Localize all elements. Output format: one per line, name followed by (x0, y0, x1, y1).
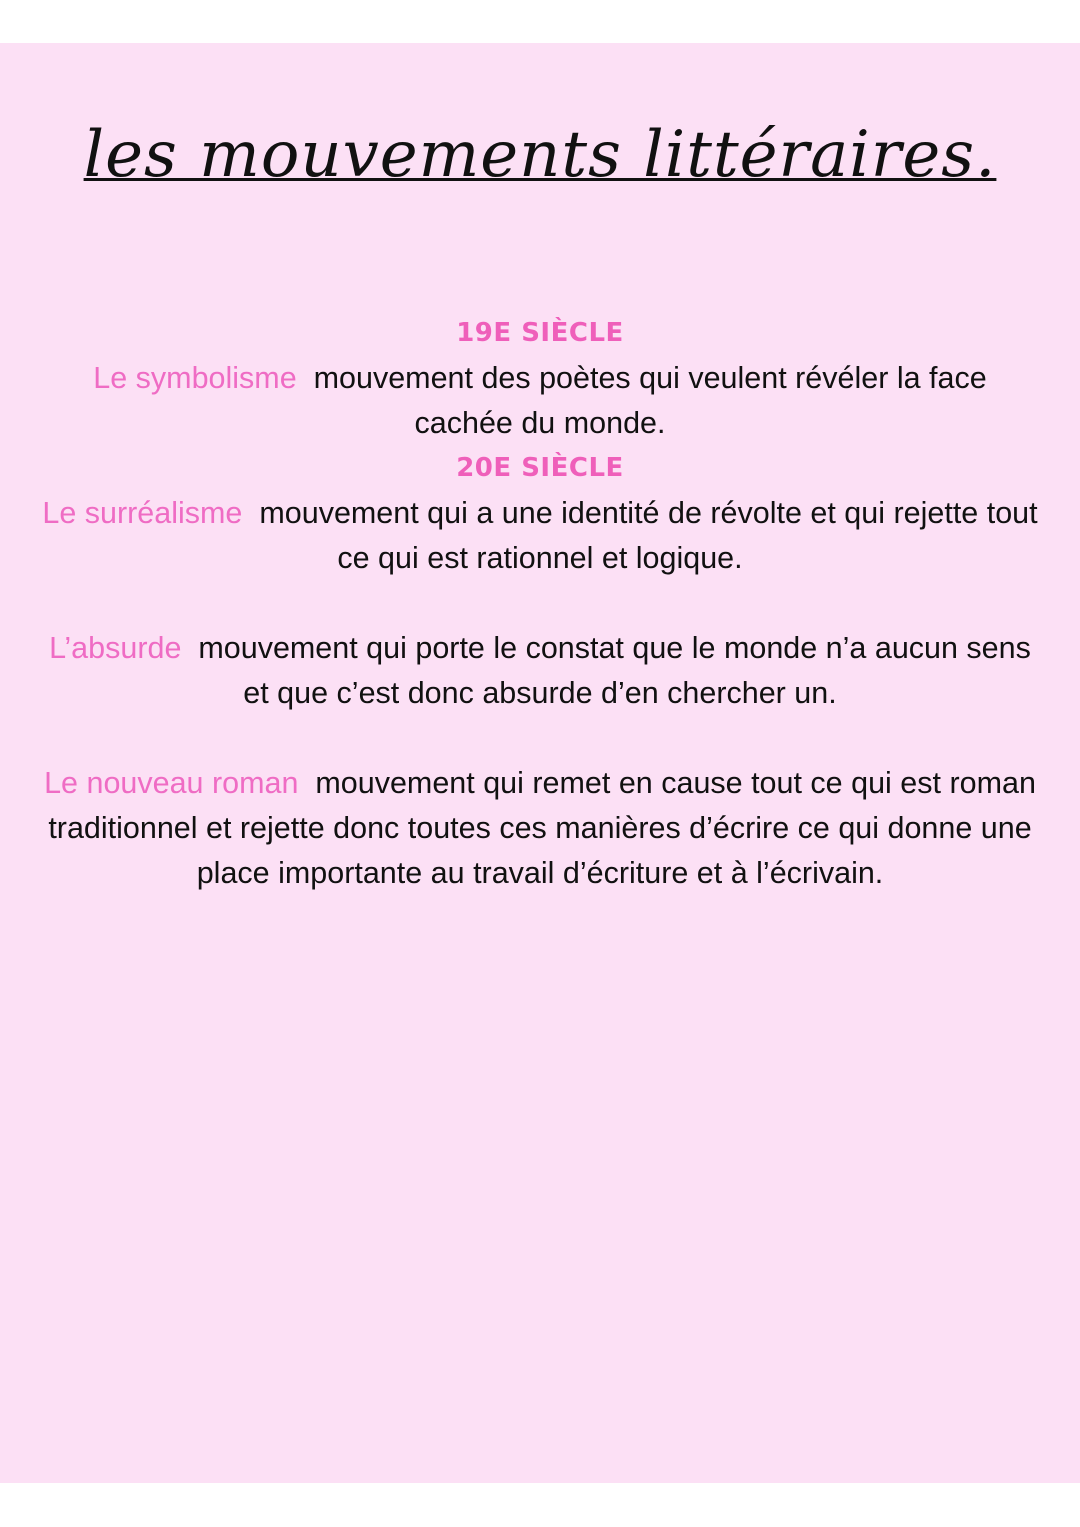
page-title: les mouvements littéraires. (83, 118, 997, 192)
movement-entry (40, 626, 1040, 716)
movement-term: Le surréalisme (42, 496, 243, 530)
movement-term: L’absurde (49, 631, 182, 665)
movement-entry (40, 491, 1040, 581)
movement-entry (40, 761, 1040, 896)
movement-term: Le symbolisme (93, 361, 297, 395)
movement-definition: mouvement des poètes qui veulent révéler la face cachée du monde. (313, 361, 987, 440)
document-page (0, 43, 1080, 1483)
movement-term: Le nouveau roman (44, 766, 299, 800)
movement-entry (40, 356, 1040, 446)
movement-definition: mouvement qui a une identité de révolte et qui rejette tout ce qui est rationnel et logique. (259, 496, 1038, 575)
movement-definition: mouvement qui remet en cause tout ce qui est roman traditionnel et rejette donc toutes ces manières d’écrire ce qui donne une place importante au travail d’écriture et à l’écrivain. (48, 766, 1036, 890)
document-content (40, 311, 1040, 896)
century-heading: 19E SIÈCLE (456, 318, 624, 348)
movement-definition: mouvement qui porte le constat que le monde n’a aucun sens et que c’est donc absurde d’en chercher un. (198, 631, 1031, 710)
century-heading: 20E SIÈCLE (456, 453, 624, 483)
